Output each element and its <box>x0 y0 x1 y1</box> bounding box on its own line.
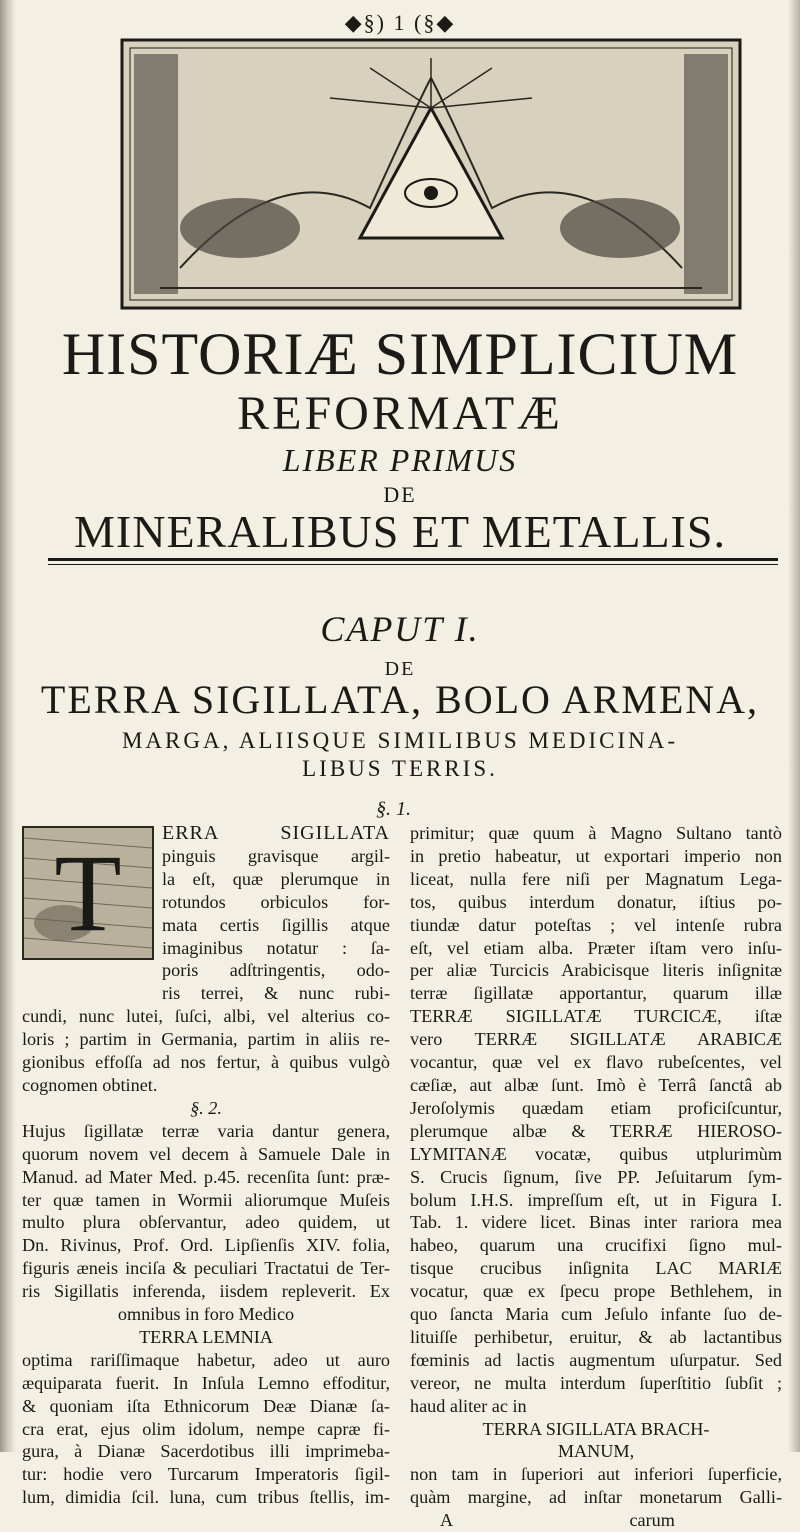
text-line: la eſt, quæ plerumque in <box>162 868 390 889</box>
text-line: Jeroſolymis quædam etiam proficiſcuntur, <box>410 1097 782 1118</box>
text-line: primitur; quæ quum à Magno Sultano tantò <box>410 823 782 843</box>
text-line: tiundæ datur poteſtas ; vel intenſe rubra <box>410 914 782 935</box>
initial-letter: T <box>54 832 122 954</box>
text-line: liceat, nulla fere niſi per Magnatum Lega- <box>410 868 782 889</box>
right-column <box>410 822 782 1532</box>
text-line: habeo, quarum una crucifixi ſigno mul- <box>410 1235 782 1256</box>
text-line: vero TERRÆ SIGILLATÆ ARABICÆ <box>410 1029 782 1050</box>
divider-rule-thin <box>48 564 778 565</box>
subheading-manum: MANUM, <box>557 1441 635 1462</box>
chapter-subheading-1: MARGA, ALIISQUE SIMILIBUS MEDICINA- <box>121 728 679 753</box>
text-line: LYMITANÆ vocatæ, quibus utplurimùm <box>410 1143 782 1164</box>
book-subtitle: REFORMATÆ <box>237 387 563 440</box>
chapter-subheading-2: LIBUS TERRIS. <box>302 756 498 781</box>
text-line: ris terrei, & nunc rubi- <box>162 983 390 1004</box>
text-line: gura, à Dianæ Sacerdotibus illi imprimeba- <box>22 1441 390 1462</box>
text-line: plerumque albæ & TERRÆ HIEROSO- <box>410 1120 782 1141</box>
text-line: cundi, nunc lutei, ſuſci, albi, vel alterius co- <box>22 1006 390 1027</box>
subheading-terra-lemnia: TERRA LEMNIA <box>139 1326 273 1347</box>
section-mark-2: §. 2. <box>190 1097 222 1118</box>
text-line: cæſiæ, aut albæ ſunt. Imò è Terrâ ſanctâ ab <box>410 1074 782 1095</box>
text-line: loris ; partim in Germania, partim in aliis re- <box>22 1029 390 1050</box>
text-line: quorum novem vel decem à Samuele Dale in <box>22 1143 390 1164</box>
text-line: haud aliter ac in <box>410 1395 527 1416</box>
text-line: cognomen obtinet. <box>22 1074 158 1095</box>
text-line: fœminis ad lactis augmentum uſurpatur. Sed <box>410 1349 782 1370</box>
text-line: lum, dimidia ſcil. luna, cum tribus ſtellis, im- <box>22 1487 390 1508</box>
text-line: tisque crucibus inſignita LAC MARIÆ <box>410 1258 782 1279</box>
text-line: eſt, vel etiam alba. Præter iſtam vero inſu- <box>410 937 782 958</box>
text-line: lituiſſe perhibetur, eruitur, & ab lactantibus <box>410 1326 782 1347</box>
text-line: in pretio habeatur, ut exportari imperio non <box>410 845 782 866</box>
text-line: gionibus effoſſa ad nos fertur, à quibus vulgò <box>22 1052 390 1073</box>
text-line: TERRÆ SIGILLATÆ TURCICÆ, iſtæ <box>410 1006 782 1027</box>
eye-of-providence-engraving <box>120 38 742 310</box>
text-line: pinguis gravisque argil- <box>162 845 390 866</box>
text-line: & quoniam iſta Ethnicorum Deæ Dianæ ſa- <box>22 1395 390 1416</box>
text-line: Hujus ſigillatæ terræ varia dantur genera, <box>22 1120 390 1141</box>
subheading-terra-sigillata-brach: TERRA SIGILLATA BRACH- <box>482 1418 710 1439</box>
text-line: Manud. ad Mater Med. p.45. recenſita ſunt: præ- <box>22 1166 390 1187</box>
chapter-number: CAPUT I. <box>320 609 480 649</box>
divider-rule <box>48 558 778 561</box>
text-line: ERRA SIGILLATA <box>162 822 390 844</box>
de-word: DE <box>383 482 417 507</box>
text-line: æquiparata fuerit. In Inſula Lemno effoditur, <box>22 1372 390 1393</box>
text-line: S. Crucis ſignum, ſive PP. Jeſuitarum ſym- <box>410 1166 782 1187</box>
text-line: vocatur, quæ ex ſpecu prope Bethlehem, in <box>410 1281 782 1302</box>
text-line: figuris æneis inciſa & peculiari Tractatui de Ter- <box>22 1258 390 1279</box>
page-number: ◆§) 1 (§◆ <box>344 10 456 35</box>
text-line: imaginibus notatur : ſa- <box>162 937 390 958</box>
section-mark: §. 1. <box>376 798 411 820</box>
text-line: quo ſancta Maria cum Jeſulo infante ſuo de- <box>410 1304 782 1325</box>
text-line: mata certis ſigillis atque <box>162 914 390 935</box>
text-line: vereor, ne multa interdum ſuperſtitio ſubſit ; <box>410 1372 782 1393</box>
text-line: omnibus in foro Medico <box>117 1304 295 1325</box>
signature-and-catchword: A carum <box>440 1510 675 1531</box>
text-line: tur: hodie vero Turcarum Imperatoris ſigil- <box>22 1464 390 1485</box>
text-line: Tab. 1. videre licet. Binas inter rariora mea <box>410 1212 782 1233</box>
text-line: Dn. Rivinus, Prof. Ord. Lipſienſis XIV. folia, <box>22 1235 390 1256</box>
book-topic: MINERALIBUS ET METALLIS. <box>74 506 726 557</box>
text-line: poris adſtringentis, odo- <box>162 960 390 981</box>
text-line: bolum I.H.S. impreſſum eſt, ut in Figura I. <box>410 1189 782 1210</box>
text-line: non tam in ſuperiori aut inferiori ſuperficie, <box>410 1464 782 1485</box>
text-line: per aliæ Turcicis Arabicisque literis inſignitæ <box>410 960 782 981</box>
liber-heading: LIBER PRIMUS <box>282 442 518 478</box>
book-title: HISTORIÆ SIMPLICIUM <box>61 321 739 387</box>
text-line: optima rariſſimaque habetur, adeo ut auro <box>22 1349 390 1370</box>
chapter-heading: TERRA SIGILLATA, BOLO ARMENA, <box>40 677 760 722</box>
text-line: rotundos orbiculos for- <box>162 891 390 912</box>
left-column <box>22 822 390 1509</box>
text-line: cra erat, ejus olim idolum, nempe capræ fi- <box>22 1418 390 1439</box>
text-line: ter quæ tamen in Wormii aliorumque Muſeis <box>22 1189 390 1210</box>
text-line: quàm margine, ad inſtar monetarum Galli- <box>410 1487 782 1508</box>
text-line: terræ ſigillatæ apportantur, quarum illæ <box>410 983 782 1004</box>
text-line: vocantur, quæ vel ex flavo rubeſcentes, vel <box>410 1052 782 1073</box>
text-line: multo plura obſervantur, adeo quidem, ut <box>22 1212 390 1233</box>
text-line: tos, quibus interdum donatur, iſtius po- <box>410 891 782 912</box>
text-line: ris Sigillatis inferenda, iisdem repleverit. Ex <box>22 1281 390 1302</box>
chapter-de: DE <box>384 658 416 680</box>
